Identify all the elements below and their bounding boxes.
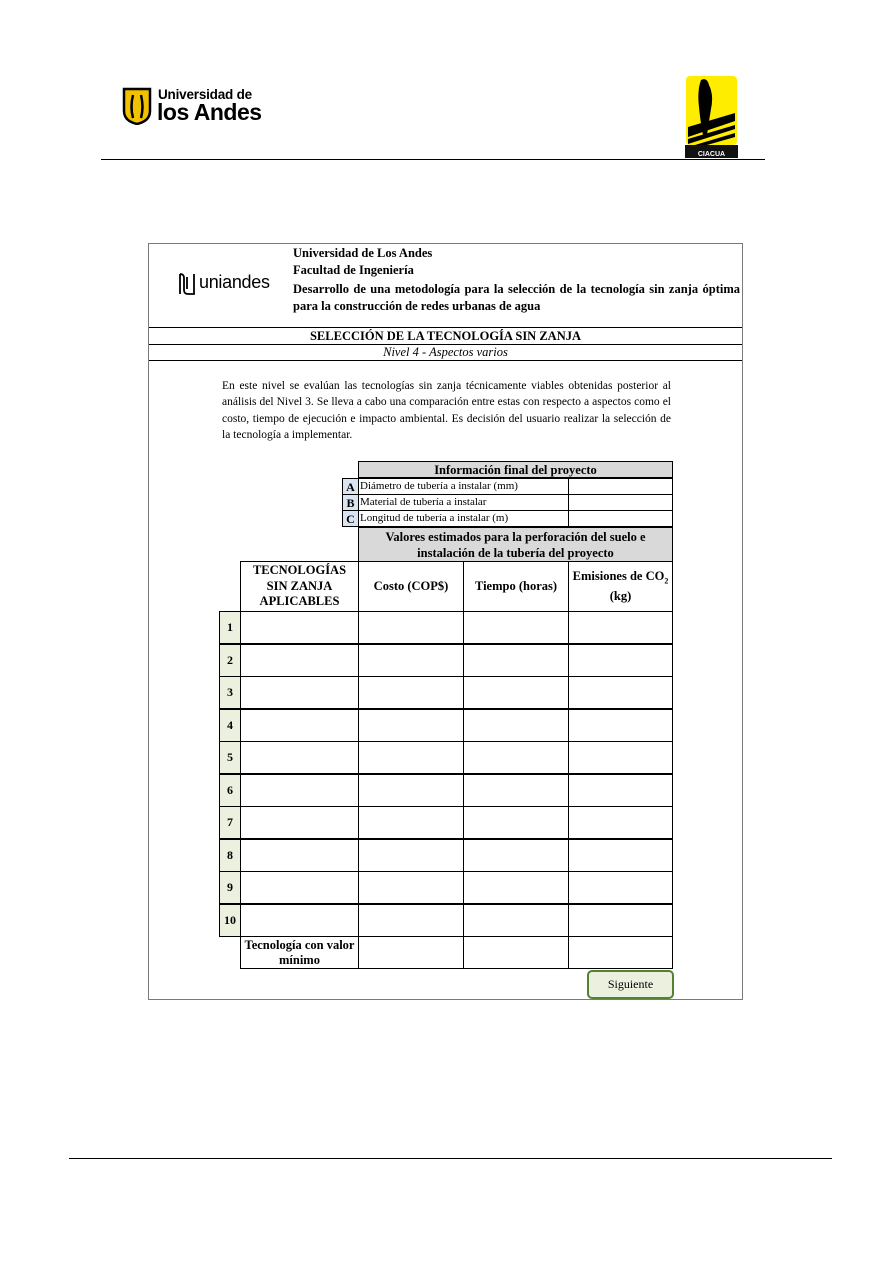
cost-cell bbox=[358, 806, 464, 839]
row-number: 8 bbox=[219, 839, 241, 872]
project-info-title: Información final del proyecto bbox=[358, 461, 673, 478]
cypress-tree-icon bbox=[685, 75, 738, 158]
section-subtitle: Nivel 4 - Aspectos varios bbox=[383, 345, 508, 359]
material-value bbox=[568, 494, 673, 511]
time-cell bbox=[463, 644, 569, 677]
research-group-logo bbox=[685, 75, 738, 158]
header-faculty: Facultad de Ingeniería bbox=[293, 262, 414, 277]
time-cell bbox=[463, 806, 569, 839]
time-cell bbox=[463, 676, 569, 709]
next-button[interactable]: Siguiente bbox=[587, 970, 674, 999]
row-number: 9 bbox=[219, 871, 241, 904]
diameter-value bbox=[568, 478, 673, 495]
cost-cell bbox=[358, 839, 464, 872]
time-header-text: Tiempo (horas) bbox=[474, 578, 558, 593]
header-project-title: Desarrollo de una metodología para la selección de la tecnología sin zanja óptima para la construcción de redes urbanas de agua bbox=[293, 282, 740, 313]
technology-cell bbox=[240, 611, 359, 644]
research-group-caption: CIACUA bbox=[697, 151, 726, 158]
row-number: 1 bbox=[219, 611, 241, 644]
header-divider bbox=[101, 159, 765, 160]
emissions-cell bbox=[568, 611, 673, 644]
row-number: 3 bbox=[219, 676, 241, 709]
emissions-cell bbox=[568, 676, 673, 709]
length-value bbox=[568, 510, 673, 527]
technology-cell bbox=[240, 871, 359, 904]
emissions-column-header bbox=[568, 561, 673, 612]
uniandes-logo bbox=[177, 271, 277, 299]
row-number: 10 bbox=[219, 904, 241, 937]
emissions-header-text bbox=[569, 569, 672, 605]
uniandes-logo-text: uniandes bbox=[199, 272, 270, 292]
time-cell bbox=[463, 904, 569, 937]
row-number: 4 bbox=[219, 709, 241, 742]
cost-cell bbox=[358, 611, 464, 644]
row-number: 2 bbox=[219, 644, 241, 677]
min-value-label-text: Tecnología con valor mínimo bbox=[244, 937, 355, 967]
technology-cell bbox=[240, 839, 359, 872]
cost-cell bbox=[358, 709, 464, 742]
technology-cell bbox=[240, 644, 359, 677]
row-number: 7 bbox=[219, 806, 241, 839]
cost-cell bbox=[358, 644, 464, 677]
uniandes-mark-icon bbox=[177, 272, 197, 296]
min-value-label bbox=[240, 936, 359, 969]
project-info-row bbox=[342, 494, 673, 511]
cost-column-header bbox=[358, 561, 464, 612]
row-number: 5 bbox=[219, 741, 241, 774]
cost-cell bbox=[358, 904, 464, 937]
technology-cell bbox=[240, 676, 359, 709]
technology-header-text: TECNOLOGÍAS SIN ZANJA APLICABLES bbox=[252, 563, 347, 609]
project-info-row bbox=[342, 510, 673, 527]
time-cell bbox=[463, 774, 569, 807]
row-letter: A bbox=[342, 478, 359, 495]
emissions-cell bbox=[568, 644, 673, 677]
divider bbox=[149, 360, 742, 361]
footer-divider bbox=[69, 1158, 832, 1159]
cost-header-text: Costo (COP$) bbox=[373, 578, 449, 593]
emissions-cell bbox=[568, 904, 673, 937]
emissions-header-unit: (kg) bbox=[609, 588, 632, 603]
university-shield-icon bbox=[122, 87, 152, 125]
cost-cell bbox=[358, 871, 464, 904]
technology-cell bbox=[240, 904, 359, 937]
emissions-cell bbox=[568, 709, 673, 742]
row-letter: C bbox=[342, 510, 359, 527]
min-cost-cell bbox=[358, 936, 464, 969]
technology-cell bbox=[240, 741, 359, 774]
technology-cell bbox=[240, 806, 359, 839]
row-label: Longitud de tubería a instalar (m) bbox=[358, 510, 569, 527]
emissions-cell bbox=[568, 774, 673, 807]
header-university: Universidad de Los Andes bbox=[293, 246, 433, 260]
time-cell bbox=[463, 871, 569, 904]
cost-cell bbox=[358, 774, 464, 807]
time-cell bbox=[463, 709, 569, 742]
estimates-title: Valores estimados para la perforación del suelo e instalación de la tubería del proyecto bbox=[358, 527, 673, 562]
emissions-cell bbox=[568, 871, 673, 904]
cost-cell bbox=[358, 676, 464, 709]
time-cell bbox=[463, 611, 569, 644]
time-cell bbox=[463, 839, 569, 872]
min-time-cell bbox=[463, 936, 569, 969]
cost-cell bbox=[358, 741, 464, 774]
technology-cell bbox=[240, 774, 359, 807]
row-number: 6 bbox=[219, 774, 241, 807]
row-label: Material de tubería a instalar bbox=[358, 494, 569, 511]
row-label: Diámetro de tubería a instalar (mm) bbox=[358, 478, 569, 495]
intro-paragraph: En este nivel se evalúan las tecnologías sin zanja técnicamente viables obtenidas posterior al análisis del Nivel 3. Se lleva a cabo una comparación entre estas con respecto a aspectos como el costo, tiempo de ejecución e impacto ambiental. Es decisión del usuario realizar la selección de la tecnología a implementar. bbox=[222, 380, 671, 441]
emissions-cell bbox=[568, 806, 673, 839]
emissions-cell bbox=[568, 839, 673, 872]
time-column-header bbox=[463, 561, 569, 612]
emissions-header-main: Emisiones de CO bbox=[572, 568, 665, 583]
technology-cell bbox=[240, 709, 359, 742]
section-title: SELECCIÓN DE LA TECNOLOGÍA SIN ZANJA bbox=[309, 329, 582, 343]
min-emissions-cell bbox=[568, 936, 673, 969]
time-cell bbox=[463, 741, 569, 774]
university-logo bbox=[122, 85, 262, 129]
row-letter: B bbox=[342, 494, 359, 511]
form-header bbox=[293, 245, 740, 314]
emissions-cell bbox=[568, 741, 673, 774]
emissions-header-subscript: 2 bbox=[664, 576, 669, 586]
university-logo-line1: Universidad de bbox=[158, 87, 252, 102]
project-info-row bbox=[342, 478, 673, 495]
university-logo-line2: los Andes bbox=[157, 99, 262, 125]
technology-column-header bbox=[240, 561, 359, 612]
